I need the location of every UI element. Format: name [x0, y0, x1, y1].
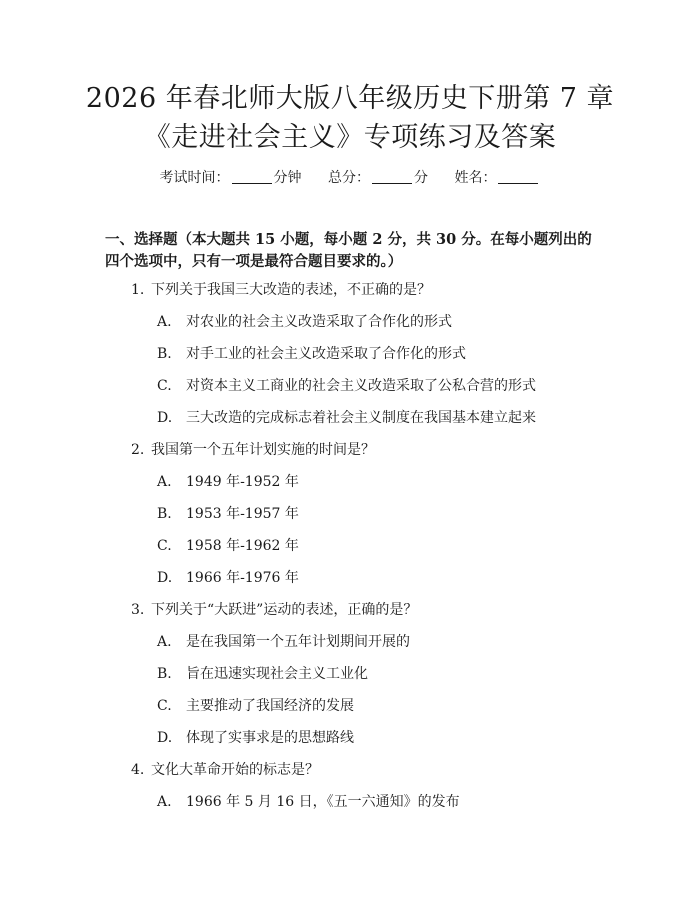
question: [131, 600, 417, 620]
question-number: 3.: [131, 602, 145, 618]
option-text: 1953 年-1957 年: [186, 506, 299, 522]
option-letter: C.: [157, 698, 172, 714]
option-text: 旨在迅速实现社会主义工业化: [186, 666, 368, 682]
option: [157, 376, 536, 396]
question-number: 1.: [131, 282, 145, 298]
option-letter: C.: [157, 378, 172, 394]
option-letter: A.: [157, 794, 172, 810]
question: [131, 760, 319, 780]
exam-time-unit: 分钟: [273, 170, 302, 186]
question: [131, 440, 375, 460]
option-text: 1966 年-1976 年: [186, 570, 299, 586]
option: [157, 728, 354, 748]
question-text: 我国第一个五年计划实施的时间是？: [151, 442, 375, 458]
option-letter: A.: [157, 634, 172, 650]
option: [157, 792, 460, 812]
option-text: 对手工业的社会主义改造采取了合作化的形式: [186, 346, 466, 362]
option: [157, 568, 299, 588]
exam-time-blank: [232, 169, 272, 184]
option: [157, 312, 452, 332]
option-letter: D.: [157, 730, 173, 746]
option-text: 三大改造的完成标志着社会主义制度在我国基本建立起来: [186, 410, 536, 426]
document-title-line-2: 《走进社会主义》专项练习及答案: [143, 122, 557, 153]
option-letter: B.: [157, 506, 172, 522]
student-name-label: 姓名：: [454, 170, 497, 186]
option: [157, 632, 410, 652]
option-letter: B.: [157, 346, 172, 362]
question: [131, 280, 431, 300]
exam-time-field: [160, 170, 306, 186]
option-letter: B.: [157, 666, 172, 682]
option: [157, 504, 299, 524]
total-score-label: 总分：: [328, 170, 370, 186]
question-text: 文化大革命开始的标志是？: [151, 762, 319, 778]
option-letter: C.: [157, 538, 172, 554]
option-letter: A.: [157, 314, 172, 330]
question-text: 下列关于“大跃进”运动的表述，正确的是？: [151, 602, 418, 618]
option: [157, 408, 536, 428]
student-name-field: [454, 170, 540, 186]
exam-time-label: 考试时间：: [159, 170, 230, 186]
document-title-line-1: 2026 年春北师大版八年级历史下册第 7 章: [85, 83, 615, 114]
option-text: 体现了实事求是的思想路线: [186, 730, 354, 746]
option: [157, 664, 368, 684]
section-heading: 一、选择题（本大题共 15 小题，每小题 2 分，共 30 分。在每小题列出的四个选项中，只有一项是最符合题目要求的。）: [105, 231, 592, 270]
option-letter: A.: [157, 474, 172, 490]
option-text: 主要推动了我国经济的发展: [186, 698, 354, 714]
question-number: 4.: [131, 762, 145, 778]
total-score-unit: 分: [414, 170, 428, 186]
option-text: 1949 年-1952 年: [186, 474, 299, 490]
student-name-blank: [498, 169, 538, 184]
option-text: 是在我国第一个五年计划期间开展的: [186, 634, 410, 650]
option: [157, 344, 466, 364]
option-letter: D.: [157, 570, 173, 586]
option: [157, 696, 354, 716]
option: [157, 472, 299, 492]
total-score-field: [328, 170, 432, 186]
option: [157, 536, 299, 556]
exam-info-row: [0, 168, 700, 188]
option-text: 对农业的社会主义改造采取了合作化的形式: [186, 314, 452, 330]
question-number: 2.: [131, 442, 145, 458]
total-score-blank: [372, 169, 412, 184]
option-letter: D.: [157, 410, 173, 426]
option-text: 1958 年-1962 年: [186, 538, 299, 554]
option-text: 对资本主义工商业的社会主义改造采取了公私合营的形式: [186, 378, 536, 394]
option-text: 1966 年 5 月 16 日，《五一六通知》的发布: [186, 794, 460, 810]
question-text: 下列关于我国三大改造的表述，不正确的是？: [151, 282, 431, 298]
